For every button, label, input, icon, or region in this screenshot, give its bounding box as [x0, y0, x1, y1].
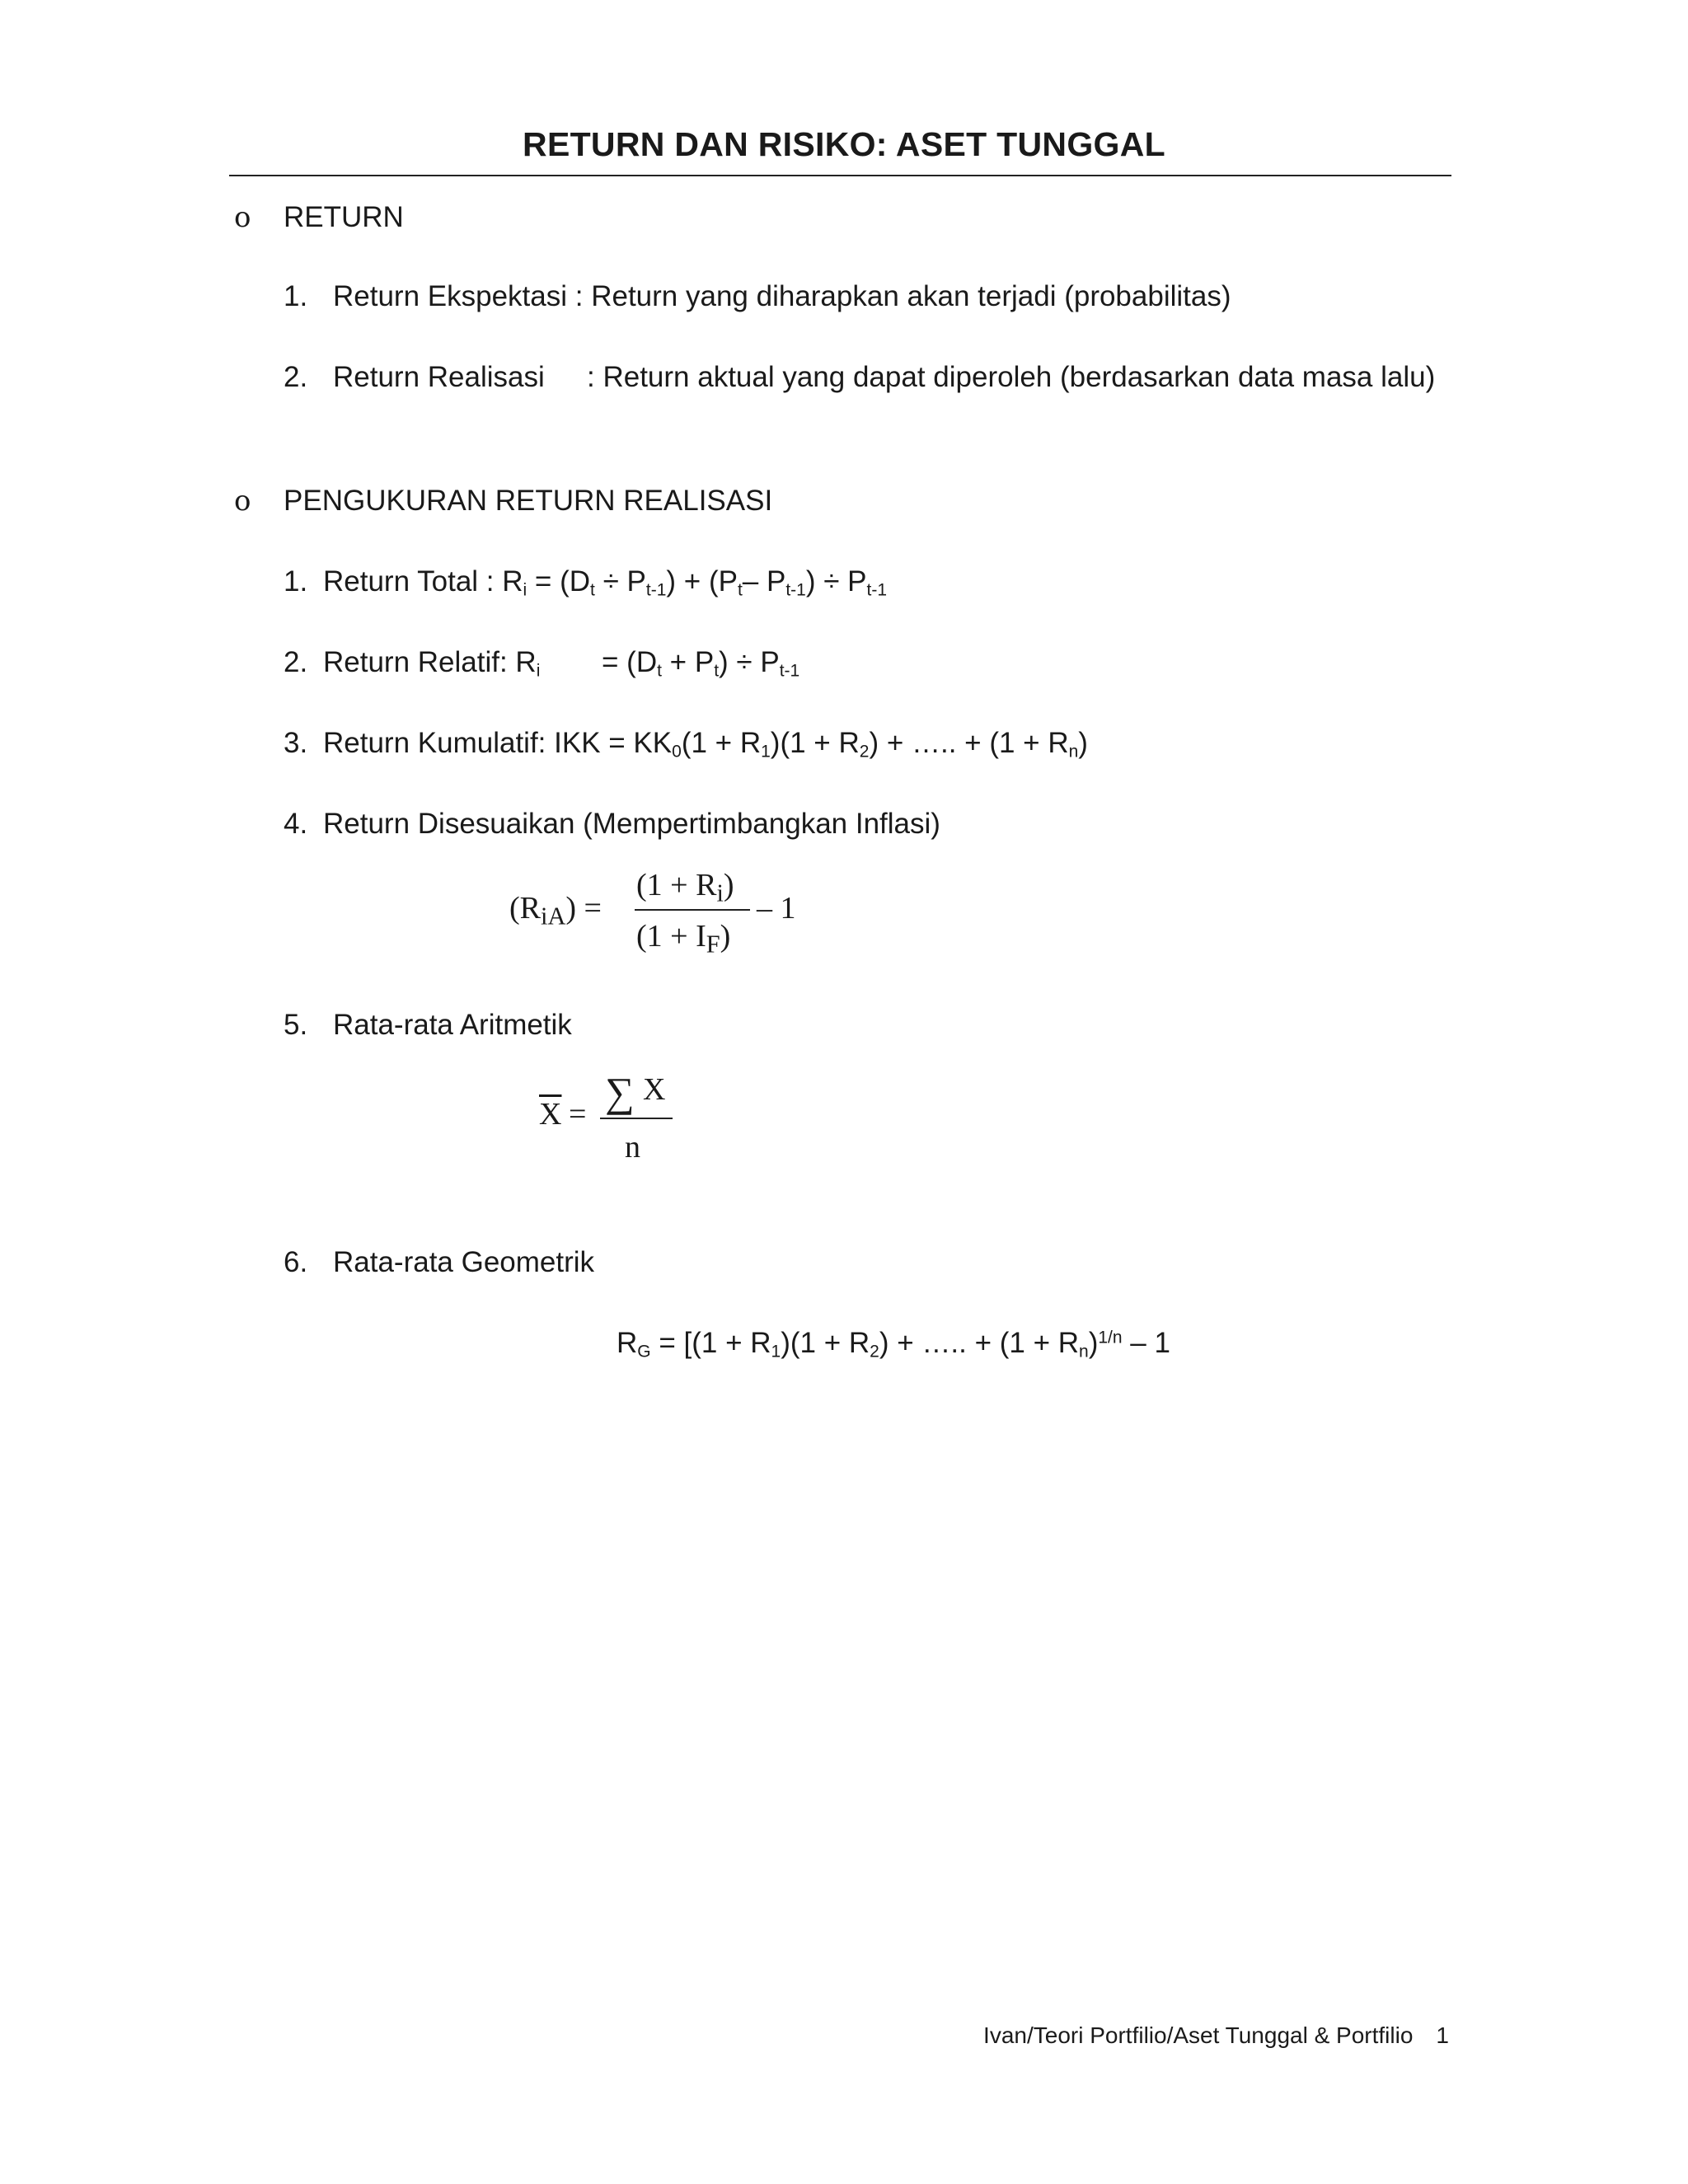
section-heading-return: RETURN	[284, 201, 404, 233]
item-label: Return Ekspektasi	[333, 280, 568, 312]
formula-part: – P	[742, 565, 786, 598]
formula-part: ) ÷ P	[719, 646, 780, 678]
subscript: t	[657, 661, 662, 681]
formula-part: ) + ….. + (1 + R	[879, 1327, 1080, 1359]
subscript: t-1	[785, 580, 806, 600]
item-number: 3.	[284, 727, 308, 759]
bullet-icon: o	[234, 201, 251, 234]
formula-part: )	[1088, 1327, 1099, 1359]
formula-part: ) + (P	[666, 565, 738, 598]
item-description: : Return yang diharapkan akan terjadi (probabilitas)	[574, 280, 1231, 312]
formula-return-relatif-rhs	[602, 646, 799, 679]
subscript: t	[737, 580, 743, 600]
superscript: 1/n	[1098, 1328, 1123, 1347]
formula-part: ) + ….. + (1 + R	[869, 727, 1069, 759]
formula-part: )(1 + R	[781, 1327, 870, 1359]
subscript: t-1	[645, 580, 667, 600]
footer-text: Ivan/Teori Portfilio/Aset Tunggal & Portfilio	[983, 2022, 1414, 2048]
formula-part: – 1	[1122, 1327, 1170, 1359]
subscript: n	[1068, 742, 1079, 762]
fraction-numerator	[636, 867, 734, 907]
formula-part: = (D	[602, 646, 658, 678]
item-number: 2.	[284, 361, 308, 393]
formula-return-total	[284, 565, 887, 598]
formula-part: ) ÷ P	[805, 565, 867, 598]
item-number: 1.	[284, 280, 308, 312]
formula-return-relatif	[284, 646, 540, 679]
subscript: 2	[870, 1342, 879, 1361]
item-description: : Return aktual yang dapat diperoleh (berdasarkan data masa lalu)	[587, 361, 1436, 393]
item-number: 4.	[284, 808, 308, 840]
title-underline	[229, 175, 1451, 176]
section-heading-pengukuran: PENGUKURAN RETURN REALISASI	[284, 485, 773, 517]
formula-part: (1 + I	[636, 919, 706, 954]
subscript: t-1	[866, 580, 888, 600]
item-label: Rata-rata Aritmetik	[333, 1009, 572, 1041]
subscript: i	[536, 661, 541, 681]
item-label: Return Disesuaikan (Mempertimbangkan Inflasi)	[323, 808, 940, 840]
formula-part: )(1 + R	[770, 727, 860, 759]
fraction-denominator	[636, 918, 731, 958]
formula-part: )	[723, 868, 734, 902]
bullet-icon: o	[234, 485, 251, 518]
item-number: 6.	[284, 1246, 308, 1278]
formula-part: =	[569, 1097, 587, 1132]
formula-part: = (D	[527, 565, 591, 598]
item-number: 2.	[284, 646, 308, 678]
subscript: 2	[859, 742, 870, 762]
list-item	[284, 1009, 572, 1042]
item-number: 5.	[284, 1009, 308, 1041]
page-title: RETURN DAN RISIKO: ASET TUNGGAL	[523, 125, 1165, 163]
list-item	[284, 361, 1435, 394]
item-label: Rata-rata Geometrik	[333, 1246, 595, 1278]
page-footer	[983, 2022, 1449, 2049]
subscript: t	[714, 661, 720, 681]
formula-lhs	[509, 890, 602, 930]
formula-part: = [(1 + R	[650, 1327, 771, 1359]
item-label: Return Kumulatif: IKK = KK	[323, 727, 673, 759]
subscript: 0	[672, 742, 682, 762]
sigma-icon: ∑	[605, 1069, 635, 1115]
formula-return-kumulatif	[284, 727, 1088, 760]
formula-part: + P	[661, 646, 715, 678]
fraction-numerator: X	[643, 1072, 666, 1107]
item-label: Return Total : R	[323, 565, 523, 598]
subscript: t-1	[779, 661, 800, 681]
subscript: iA	[541, 902, 566, 930]
formula-part: ÷ P	[594, 565, 646, 598]
formula-part: R	[617, 1327, 638, 1359]
formula-part: (1 + R	[681, 727, 762, 759]
subscript: n	[1079, 1342, 1089, 1361]
formula-part: ) =	[565, 891, 602, 926]
subscript: G	[637, 1342, 651, 1361]
subscript: 1	[761, 742, 771, 762]
fraction-denominator: n	[625, 1130, 640, 1165]
formula-part: – 1	[757, 891, 796, 926]
formula-part: (R	[509, 891, 541, 926]
item-label: Return Realisasi	[333, 361, 545, 393]
item-number: 1.	[284, 565, 308, 598]
subscript: 1	[771, 1342, 781, 1361]
list-item	[284, 280, 1231, 313]
fraction-bar	[635, 909, 750, 911]
formula-part: (1 + R	[636, 868, 717, 902]
formula-geometric-mean	[617, 1327, 1170, 1360]
subscript: t	[590, 580, 595, 600]
subscript: F	[706, 930, 720, 958]
page-number: 1	[1436, 2022, 1449, 2048]
list-item	[284, 808, 940, 841]
subscript: i	[716, 879, 724, 907]
x-bar: $\overline{X}$	[539, 1097, 562, 1132]
item-label: Return Relatif: R	[323, 646, 537, 678]
formula-part: )	[1078, 727, 1088, 759]
formula-part: )	[720, 919, 731, 954]
fraction-bar	[600, 1118, 673, 1119]
list-item	[284, 1246, 594, 1279]
subscript: i	[523, 580, 528, 600]
